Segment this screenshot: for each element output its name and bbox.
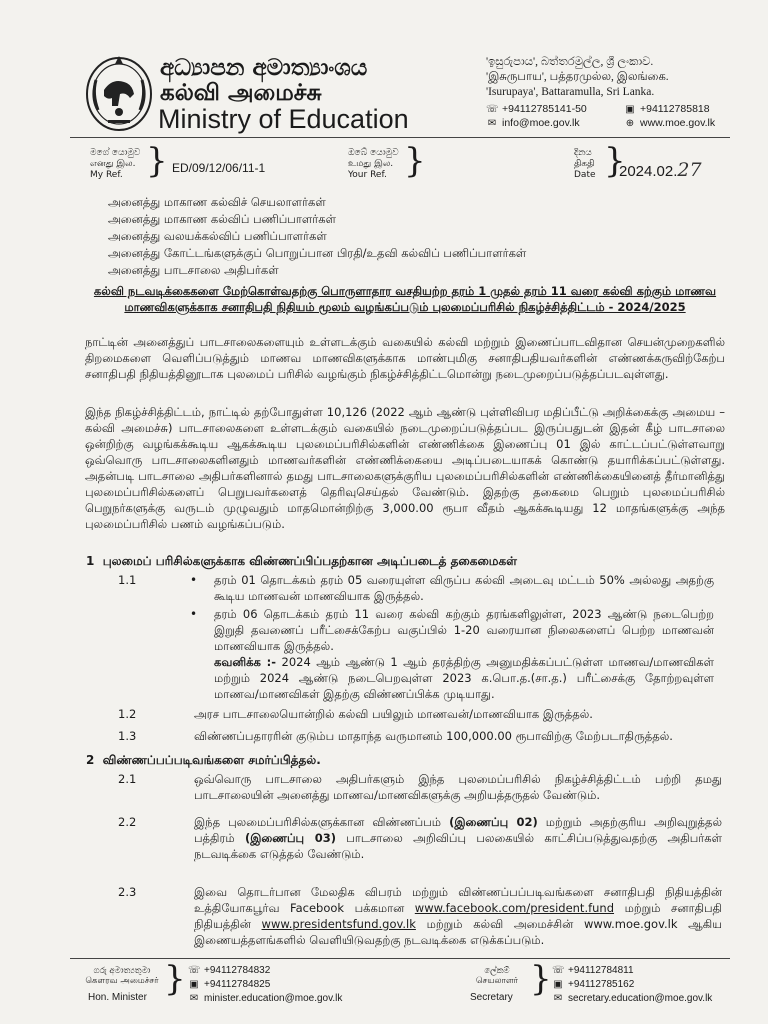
facebook-link[interactable]: www.facebook.com/president.fund (414, 901, 615, 915)
secretary-brace: } (530, 959, 552, 999)
email-icon: ✉ (553, 993, 563, 1004)
ministry-name-tamil: கல்வி அமைச்சு (160, 80, 322, 106)
secretary-label: ලේකම් செயலாளர் (475, 966, 519, 986)
item-2-2: இந்த புலமைப்பரிசில்களுக்கான விண்ணப்பம் (இணைப்பு 02) மற்றும் அதற்குரிய அறிவுறுத்தல் பத்திரம் (இணைப்பு 03) பாடசாலை அறிவிப்பு பலகையில் காட்சிப்படுத்துவதற்கு அதிபர்கள் நடவடிக்கை எடுத்தல் வேண்டும். (194, 815, 722, 861)
addressee-1: அனைத்து மாகாண கல்விச் செயலாளர்கள் (108, 195, 326, 209)
item-1-1-bullet-a: தரம் 01 தொடக்கம் தரம் 05 வரையுள்ள விருப்ப கல்வி அடைவு மட்டம் 50% அல்லது அதற்கு கூடிய மாணவன் மாணவியாக இருத்தல். (214, 573, 714, 603)
fax-icon: ▣ (553, 979, 563, 990)
addressee-3: அனைத்து வலயக்கல்விப் பணிப்பாளர்கள் (108, 229, 327, 243)
phone-icon: ☏ (486, 104, 499, 115)
item-2-2-number: 2.2 (118, 815, 137, 829)
header-fax: ▣ +94112785818 (625, 103, 710, 115)
section-2-heading: 2 விண்ணப்பப்படிவங்களை சமர்ப்பித்தல். (86, 753, 321, 767)
paragraph-details: இந்த நிகழ்ச்சித்திட்டம், நாட்டில் தற்போதுள்ள 10,126 (2022 ஆம் ஆண்டு புள்ளிவிபர மதிப்பீட்டு அறிக்கைக்கு அமைய – கல்வி அமைச்சு) பாடசாலைகளை உள்ளடக்கும் வகையில் நடைமுறைப்படுத்தப்பட இருப்பதுடன் இதன் கீழ் பாடசாலை ஒன்றிற்கு வழங்கக்கூடிய ஆகக்கூடிய புலமைப்பரிசில்களின் எண்ணிக்கை இணைப்பு 01 இல் காட்டப்பட்டுள்ளவாறு ஒவ்வொரு பாடசாலைகளினதும் மாணவர்களின் எண்ணிக்கையை அடிப்படையாகக் கொண்டு தயாரிக்கப்பட்டுள்ளது. அதன்படி பாடசாலை அதிபர்களினால் தமது பாடசாலைகளுக்குரிய புலமைப்பரிசில்களின் எண்ணிக்கையினைத் தீர்மானித்து புலமைப்பரிசில்களைப் பெறுபவர்களைத் தெரிவுசெய்தல் வேண்டும். இதற்கு தகைமை பெறும் புலமைப்பரிசில் பெறுநர்களுக்கு வருடம் முழுவதும் மாதமொன்றிற்கு 3,000.00 ரூபா வீதம் ஆகக்கூடியது 12 மாதங்களுக்கு அந்த புலமைப்பரிசில் பணம் வழங்கப்படும். (85, 405, 725, 531)
item-1-3: விண்ணப்பதாரரின் குடும்ப மாதாந்த வருமானம் 100,000.00 ரூபாவிற்கு மேற்படாதிருத்தல். (194, 729, 673, 743)
section-1-heading: 1 புலமைப் பரிசில்களுக்காக விண்ணப்பிப்பதற்கான அடிப்படைத் தகைமைகள் (86, 554, 517, 568)
item-2-1-number: 2.1 (118, 772, 137, 786)
fax-icon: ▣ (189, 979, 199, 990)
date-label: දිනය திகதி Date (574, 148, 596, 180)
addressee-5: அனைத்து பாடசாலை அதிபர்கள் (108, 263, 279, 277)
your-ref-label: ඔබේ යොමුව உமது இல. Your Ref. (348, 148, 399, 180)
email-icon: ✉ (189, 993, 199, 1004)
bullet-icon: • (190, 607, 198, 621)
item-2-3: இவை தொடர்பான மேலதிக விபரம் மற்றும் விண்ணப்பப்படிவங்களை சனாதிபதி நிதியத்தின் உத்தியோகபூர்வ Facebook பக்கமான www.facebook.com/president.fund மற்றும் சனாதிபதி நிதியத்தின் www.presidentsfund.gov.lk மற்றும் கல்வி அமைச்சின் www.moe.gov.lk ஆகிய இணையத்தளங்களில் வெளியிடுவதற்கு நடவடிக்கை எடுக்கப்படும். (194, 885, 722, 947)
my-ref-brace: } (146, 141, 168, 181)
item-1-1-bullet-b: தரம் 06 தொடக்கம் தரம் 11 வரை கல்வி கற்கும் தரங்களிலுள்ள, 2023 ஆண்டு நடைபெற்ற இறுதி தவணைப் பரீட்சைக்கேற்ப வகுப்பில் 1-20 வரையான நிலைகளைப் பெற்ற மாணவன் மாணவியாக இருத்தல். (214, 607, 714, 653)
addressee-4: அனைத்து கோட்டங்களுக்குப் பொறுப்பான பிரதி/உதவி கல்விப் பணிப்பாளர்கள் (108, 246, 527, 260)
item-1-2: அரச பாடசாலையொன்றில் கல்வி பயிலும் மாணவன்/மாணவியாக இருத்தல். (194, 707, 593, 721)
your-ref-brace: } (404, 141, 426, 181)
date-day-handwritten: 27 (677, 159, 702, 181)
my-ref-label: මගේ යොමුව எனது இல. My Ref. (90, 148, 141, 180)
address-tamil: 'இசுருபாய', பத்தரமுல்ல, இலங்கை. (486, 71, 669, 83)
header-phone: ☏ +94112785141-50 (486, 103, 587, 115)
paragraph-intro: நாட்டின் அனைத்துப் பாடசாலைகளையும் உள்ளடக்கும் வகையில் கல்வி மற்றும் இணைப்பாடவிதான செயன்முறைகளில் திறமைகளை வெளிப்படுத்தும் மாணவ மாணவிகளுக்காக மாண்புமிகு சனாதிபதியவர்களின் எண்ணக்கருவிற்கேற்ப சனாதிபதி நிதியத்தினூடாக புலமைப் பரிசில் வழங்கும் நிகழ்ச்சித்திட்டமொன்று நடைமுறைப்படுத்தப்படவுள்ளது. (85, 335, 725, 381)
minister-brace: } (164, 959, 186, 999)
address-english: 'Isurupaya', Battaramulla, Sri Lanka. (486, 86, 655, 98)
my-ref-value: ED/09/12/06/11-1 (172, 161, 266, 175)
minister-phone: ☏ +94112784832 (188, 965, 271, 976)
minister-label: ගරු අමාත්‍යතුමා கௌரவ அமைச்சர் (85, 966, 159, 986)
minister-role: Hon. Minister (88, 992, 147, 1003)
sri-lanka-emblem-icon (82, 50, 156, 134)
phone-icon: ☏ (552, 965, 565, 976)
header-web: ⊕ www.moe.gov.lk (625, 117, 716, 129)
phone-icon: ☏ (188, 965, 201, 976)
presidents-fund-link[interactable]: www.presidentsfund.gov.lk (261, 917, 416, 931)
secretary-fax: ▣ +94112785162 (553, 979, 635, 990)
date-value: 2024.02.27 (619, 159, 702, 181)
secretary-role: Secretary (470, 992, 513, 1003)
addressee-2: அனைத்து மாகாண கல்விப் பணிப்பாளர்கள் (108, 212, 336, 226)
fax-icon: ▣ (625, 104, 635, 115)
header-email: ✉ info@moe.gov.lk (487, 117, 580, 129)
item-1-1-note: கவனிக்க :- 2024 ஆம் ஆண்டு 1 ஆம் தரத்திற்கு அனுமதிக்கப்பட்டுள்ள மாணவ/மாணவிகள் மற்றும் 2024 ஆண்டு நடைபெறவுள்ள 2023 க.பொ.த.(சா.த.) பரீட்சைக்கு தோற்றவுள்ள மாணவ/மாணவிகள் இதற்கு விண்ணப்பிக்க முடியாது. (214, 655, 714, 701)
item-2-3-number: 2.3 (118, 885, 137, 899)
date-brace: } (604, 141, 626, 181)
secretary-phone: ☏ +94112784811 (552, 965, 634, 976)
item-1-1-number: 1.1 (118, 573, 137, 587)
secretary-email: ✉ secretary.education@moe.gov.lk (553, 993, 713, 1004)
ministry-name-english: Ministry of Education (158, 104, 409, 134)
item-2-1: ஒவ்வொரு பாடசாலை அதிபர்களும் இந்த புலமைப்பரிசில் நிகழ்ச்சித்திட்டம் பற்றி தமது பாடசாலையின் அனைத்து மாணவ/மாணவிகளுக்கு அறியத்தருதல் வேண்டும். (194, 772, 722, 802)
minister-fax: ▣ +94112784825 (189, 979, 271, 990)
item-1-3-number: 1.3 (118, 729, 137, 743)
minister-email: ✉ minister.education@moe.gov.lk (189, 993, 343, 1004)
header-divider (70, 137, 730, 138)
item-1-2-number: 1.2 (118, 707, 137, 721)
bullet-icon: • (190, 573, 198, 587)
email-icon: ✉ (487, 118, 497, 129)
address-sinhala: 'ඉසුරුපාය', බත්තරමුල්ල, ශ්‍රී ලංකාව. (486, 56, 654, 68)
ministry-name-sinhala: අධ්‍යාපන අමාත්‍යාංශය (160, 55, 368, 81)
letter-subject: கல்வி நடவடிக்கைகளை மேற்கொள்வதற்கு பொருளாதார வசதியற்ற தரம் 1 முதல் தரம் 11 வரை கல்வி கற்கும் மாணவ மாணவிகளுக்காக சனாதிபதி நிதியம் மூலம் வழங்கப்படும் புலமைப்பரிசில் நிகழ்ச்சித்திட்டம் - 2024/2025 (93, 284, 717, 314)
web-icon: ⊕ (625, 118, 635, 129)
